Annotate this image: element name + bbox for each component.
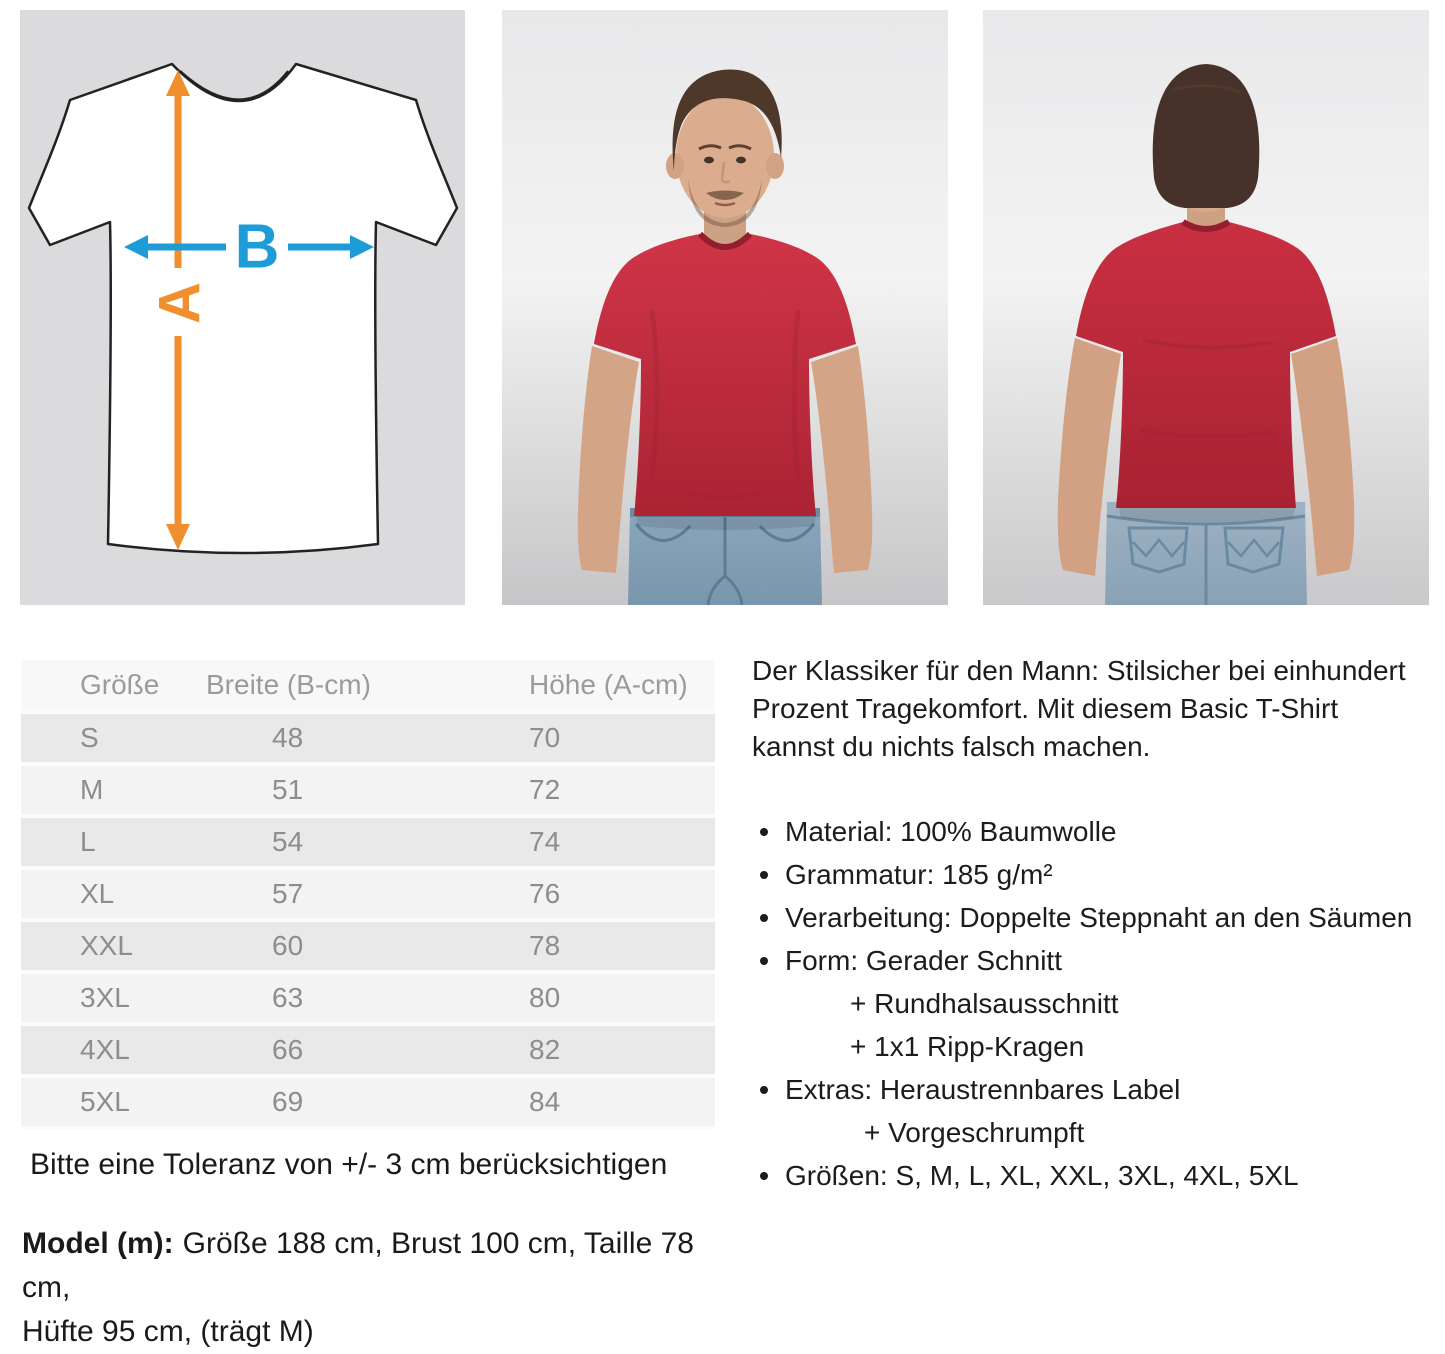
cell-width: 66 [272,1034,304,1065]
table-row [21,922,715,970]
cell-width: 57 [272,878,304,909]
tolerance-note: Bitte eine Toleranz von +/- 3 cm berücksichtigen [30,1148,668,1181]
cell-height: 74 [529,826,561,857]
cell-width: 48 [272,722,304,753]
cell-size: 4XL [80,1034,130,1065]
width-label: B [234,212,280,282]
table-row [21,1078,715,1126]
eye-right [736,157,746,164]
model-back-illustration [983,10,1429,605]
column-header-width: Breite (B-cm) [206,669,371,700]
detail-text: Verarbeitung: Doppelte Steppnaht an den Säumen [785,901,1413,933]
list-subitem: + Vorgeschrumpft [864,1116,1085,1148]
cell-size: 3XL [80,982,130,1013]
model-front-illustration [502,10,948,605]
size-diagram-panel [20,10,465,605]
table-row [21,818,715,866]
list-subitem: + 1x1 Ripp-Kragen [850,1030,1085,1062]
description-intro: kannst du nichts falsch machen. [752,731,1151,762]
table-row [21,870,715,918]
list-item [752,1154,1445,1197]
model-photo-front [502,10,948,605]
size-table [21,660,715,1130]
cell-width: 63 [272,982,304,1013]
table-row [21,714,715,762]
bullet-dot [760,1086,768,1094]
cell-height: 84 [529,1086,561,1117]
tshirt-measurement-diagram [20,10,465,605]
cell-size: S [80,722,99,753]
model-info [22,1222,732,1354]
model-info-line2: Hüfte 95 cm, (trägt M) [22,1315,314,1348]
cell-height: 78 [529,930,561,961]
cell-width: 51 [272,774,304,805]
model-measurements: Größe 188 cm, Brust 100 cm, Taille 78 cm, [22,1227,694,1304]
cell-width: 60 [272,930,304,961]
cell-height: 82 [529,1034,561,1065]
cell-size: M [80,774,104,805]
cell-height: 76 [529,878,561,909]
product-details-list [752,810,1445,1197]
detail-text: Extras: Heraustrennbares Label [785,1073,1181,1105]
model-info-line1 [22,1222,732,1310]
cell-height: 70 [529,722,561,753]
eye-left [704,157,714,164]
cell-height: 72 [529,774,561,805]
model-info-label: Model (m): [22,1227,174,1260]
cell-size: 5XL [80,1086,130,1117]
table-row [21,974,715,1022]
description-intro: Prozent Tragekomfort. Mit diesem Basic T-Shirt [752,693,1339,724]
bullet-dot [760,957,768,965]
table-row [21,766,715,814]
cell-size: XXL [80,930,133,961]
cell-size: L [80,826,96,857]
list-item [752,1068,1445,1111]
list-item [752,939,1445,982]
ear-left [666,153,684,179]
cell-height: 80 [529,982,561,1013]
table-row [21,1026,715,1074]
detail-text: Material: 100% Baumwolle [785,815,1117,847]
bullet-dot [760,914,768,922]
list-item [752,896,1445,939]
size-table-header-row [21,660,715,710]
bullet-dot [760,1172,768,1180]
detail-text: Grammatur: 185 g/m² [785,858,1053,890]
cell-width: 54 [272,826,304,857]
height-label: A [147,282,213,324]
bullet-dot [760,828,768,836]
column-header-size: Größe [80,669,160,700]
description-intro: Der Klassiker für den Mann: Stilsicher bei einhundert [752,655,1406,686]
cell-width: 69 [272,1086,304,1117]
detail-text: Größen: S, M, L, XL, XXL, 3XL, 4XL, 5XL [785,1159,1299,1191]
list-item [752,853,1445,896]
ear-right [766,153,784,179]
list-subitem: + Rundhalsausschnitt [850,987,1119,1019]
cell-size: XL [80,878,115,909]
product-description [752,652,1445,1197]
detail-text: Form: Gerader Schnitt [785,944,1062,976]
bullet-dot [760,871,768,879]
list-item [752,810,1445,853]
model-photo-back [983,10,1429,605]
column-header-height: Höhe (A-cm) [529,669,688,700]
